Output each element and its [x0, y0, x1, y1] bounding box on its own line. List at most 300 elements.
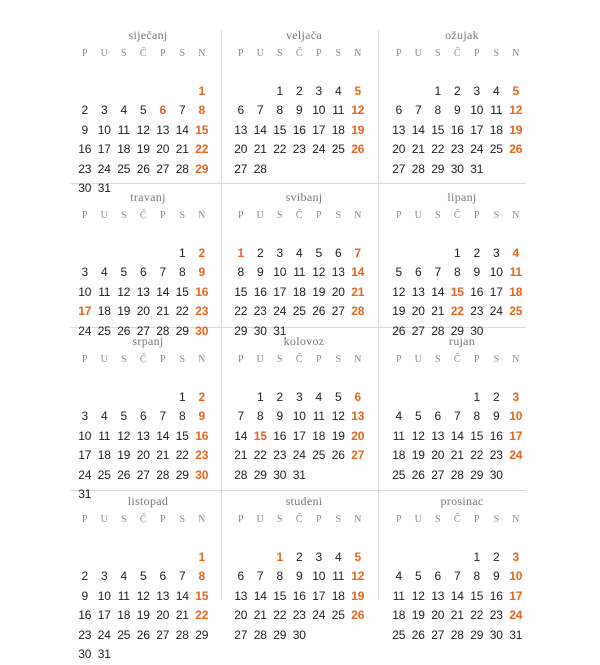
- day-cell[interactable]: 21: [450, 448, 464, 462]
- day-cell[interactable]: 19: [411, 608, 425, 622]
- day-cell[interactable]: 27: [156, 161, 170, 176]
- day-cell[interactable]: 1: [473, 549, 480, 564]
- day-cell[interactable]: 8: [179, 265, 186, 279]
- day-cell[interactable]: 15: [470, 428, 484, 443]
- day-cell[interactable]: 19: [312, 284, 326, 299]
- day-cell[interactable]: 18: [331, 122, 345, 137]
- day-cell[interactable]: 24: [97, 627, 111, 642]
- day-cell[interactable]: 26: [411, 627, 425, 642]
- day-cell[interactable]: 23: [489, 448, 503, 462]
- day-cell[interactable]: 29: [175, 467, 189, 482]
- day-cell[interactable]: 29: [175, 323, 189, 338]
- day-cell[interactable]: 30: [78, 181, 92, 195]
- day-cell[interactable]: 13: [431, 588, 445, 603]
- day-cell[interactable]: 18: [292, 284, 306, 299]
- day-cell[interactable]: 12: [312, 265, 326, 279]
- day-cell[interactable]: 29: [253, 467, 267, 482]
- day-cell[interactable]: 15: [234, 284, 248, 299]
- day-cell[interactable]: 15: [450, 284, 464, 299]
- day-cell[interactable]: 20: [351, 428, 365, 443]
- day-cell[interactable]: 4: [335, 549, 342, 564]
- day-cell[interactable]: 7: [354, 245, 361, 260]
- day-cell[interactable]: 7: [179, 569, 186, 583]
- day-cell[interactable]: 8: [276, 569, 283, 583]
- day-cell[interactable]: 7: [415, 103, 422, 117]
- day-cell[interactable]: 25: [509, 304, 523, 318]
- day-cell[interactable]: 25: [117, 161, 131, 176]
- day-cell[interactable]: 5: [315, 245, 322, 260]
- day-cell[interactable]: 7: [257, 569, 264, 583]
- day-cell[interactable]: 26: [136, 627, 150, 642]
- day-cell[interactable]: 6: [237, 103, 244, 117]
- day-cell[interactable]: 3: [473, 83, 480, 98]
- day-cell[interactable]: 13: [331, 265, 345, 279]
- day-cell[interactable]: 23: [470, 304, 484, 318]
- day-cell[interactable]: 5: [395, 265, 402, 279]
- day-cell[interactable]: 3: [81, 265, 88, 279]
- day-cell[interactable]: 18: [489, 122, 503, 137]
- day-cell[interactable]: 26: [509, 142, 523, 156]
- day-cell[interactable]: 16: [273, 428, 287, 443]
- day-cell[interactable]: 11: [332, 103, 345, 117]
- day-cell[interactable]: 8: [473, 569, 480, 583]
- day-cell[interactable]: 24: [470, 142, 484, 156]
- day-cell[interactable]: 20: [392, 142, 406, 156]
- day-cell[interactable]: 27: [411, 323, 425, 338]
- day-cell[interactable]: 11: [98, 428, 111, 443]
- day-cell[interactable]: 15: [273, 122, 287, 137]
- day-cell[interactable]: 8: [198, 569, 205, 583]
- day-cell[interactable]: 22: [175, 448, 189, 462]
- day-cell[interactable]: 13: [351, 409, 365, 423]
- day-cell[interactable]: 2: [198, 389, 205, 404]
- day-cell[interactable]: 27: [431, 467, 445, 482]
- day-cell[interactable]: 24: [97, 161, 111, 176]
- day-cell[interactable]: 14: [411, 122, 425, 137]
- day-cell[interactable]: 1: [257, 389, 264, 404]
- day-cell[interactable]: 30: [195, 467, 209, 482]
- day-cell[interactable]: 26: [331, 448, 345, 462]
- day-cell[interactable]: 25: [97, 467, 111, 482]
- day-cell[interactable]: 27: [331, 304, 345, 318]
- day-cell[interactable]: 24: [312, 608, 326, 622]
- day-cell[interactable]: 4: [120, 103, 127, 117]
- day-cell[interactable]: 11: [117, 588, 130, 603]
- day-cell[interactable]: 13: [234, 588, 248, 603]
- day-cell[interactable]: 23: [292, 142, 306, 156]
- day-cell[interactable]: 16: [195, 284, 209, 299]
- day-cell[interactable]: 20: [331, 284, 345, 299]
- day-cell[interactable]: 3: [512, 389, 519, 404]
- day-cell[interactable]: 30: [450, 161, 464, 176]
- day-cell[interactable]: 27: [136, 467, 150, 482]
- day-cell[interactable]: 14: [175, 588, 189, 603]
- day-cell[interactable]: 28: [156, 323, 170, 338]
- day-cell[interactable]: 21: [175, 142, 189, 156]
- day-cell[interactable]: 9: [493, 569, 500, 583]
- day-cell[interactable]: 4: [335, 83, 342, 98]
- day-cell[interactable]: 10: [78, 284, 92, 299]
- day-cell[interactable]: 30: [489, 627, 503, 642]
- day-cell[interactable]: 9: [81, 122, 88, 137]
- day-cell[interactable]: 8: [473, 409, 480, 423]
- day-cell[interactable]: 17: [97, 142, 111, 156]
- day-cell[interactable]: 23: [273, 448, 287, 462]
- day-cell[interactable]: 28: [253, 627, 267, 642]
- day-cell[interactable]: 13: [156, 122, 170, 137]
- day-cell[interactable]: 7: [159, 409, 166, 423]
- day-cell[interactable]: 19: [136, 608, 150, 622]
- day-cell[interactable]: 7: [179, 103, 186, 117]
- day-cell[interactable]: 12: [509, 103, 523, 117]
- day-cell[interactable]: 7: [257, 103, 264, 117]
- day-cell[interactable]: 6: [335, 245, 342, 260]
- day-cell[interactable]: 27: [136, 323, 150, 338]
- day-cell[interactable]: 21: [156, 448, 170, 462]
- day-cell[interactable]: 18: [97, 448, 111, 462]
- day-cell[interactable]: 24: [509, 608, 523, 622]
- day-cell[interactable]: 23: [292, 608, 306, 622]
- day-cell[interactable]: 24: [292, 448, 306, 462]
- day-cell[interactable]: 19: [411, 448, 425, 462]
- day-cell[interactable]: 2: [296, 83, 303, 98]
- day-cell[interactable]: 26: [117, 323, 131, 338]
- day-cell[interactable]: 14: [450, 588, 464, 603]
- day-cell[interactable]: 28: [156, 467, 170, 482]
- day-cell[interactable]: 15: [195, 122, 209, 137]
- day-cell[interactable]: 16: [489, 428, 503, 443]
- day-cell[interactable]: 17: [509, 428, 523, 443]
- day-cell[interactable]: 4: [296, 245, 303, 260]
- day-cell[interactable]: 6: [354, 389, 361, 404]
- day-cell[interactable]: 31: [509, 627, 523, 642]
- day-cell[interactable]: 26: [351, 142, 365, 156]
- day-cell[interactable]: 5: [140, 103, 147, 117]
- day-cell[interactable]: 31: [292, 467, 306, 482]
- day-cell[interactable]: 18: [117, 608, 131, 622]
- day-cell[interactable]: 4: [395, 569, 402, 583]
- day-cell[interactable]: 7: [454, 569, 461, 583]
- day-cell[interactable]: 5: [335, 389, 342, 404]
- day-cell[interactable]: 5: [415, 569, 422, 583]
- day-cell[interactable]: 11: [392, 588, 405, 603]
- day-cell[interactable]: 7: [237, 409, 244, 423]
- day-cell[interactable]: 31: [78, 487, 92, 501]
- day-cell[interactable]: 22: [195, 608, 209, 622]
- day-cell[interactable]: 9: [81, 588, 88, 603]
- day-cell[interactable]: 15: [253, 428, 267, 443]
- day-cell[interactable]: 21: [253, 608, 267, 622]
- day-cell[interactable]: 15: [175, 428, 189, 443]
- day-cell[interactable]: 4: [315, 389, 322, 404]
- day-cell[interactable]: 12: [117, 284, 131, 299]
- day-cell[interactable]: 11: [312, 409, 325, 423]
- day-cell[interactable]: 21: [411, 142, 425, 156]
- day-cell[interactable]: 11: [98, 284, 111, 299]
- day-cell[interactable]: 29: [470, 467, 484, 482]
- day-cell[interactable]: 30: [489, 467, 503, 482]
- day-cell[interactable]: 9: [257, 265, 264, 279]
- day-cell[interactable]: 4: [101, 409, 108, 423]
- day-cell[interactable]: 30: [253, 323, 267, 338]
- day-cell[interactable]: 4: [395, 409, 402, 423]
- day-cell[interactable]: 24: [78, 323, 92, 338]
- day-cell[interactable]: 24: [489, 304, 503, 318]
- day-cell[interactable]: 1: [276, 83, 283, 98]
- day-cell[interactable]: 3: [276, 245, 283, 260]
- day-cell[interactable]: 16: [78, 142, 92, 156]
- day-cell[interactable]: 19: [509, 122, 523, 137]
- day-cell[interactable]: 9: [198, 265, 205, 279]
- day-cell[interactable]: 21: [234, 448, 248, 462]
- day-cell[interactable]: 19: [392, 304, 406, 318]
- day-cell[interactable]: 22: [431, 142, 445, 156]
- day-cell[interactable]: 11: [332, 569, 345, 583]
- day-cell[interactable]: 25: [292, 304, 306, 318]
- day-cell[interactable]: 1: [237, 245, 244, 260]
- day-cell[interactable]: 23: [450, 142, 464, 156]
- day-cell[interactable]: 14: [253, 122, 267, 137]
- day-cell[interactable]: 17: [470, 122, 484, 137]
- day-cell[interactable]: 25: [392, 627, 406, 642]
- day-cell[interactable]: 13: [234, 122, 248, 137]
- day-cell[interactable]: 31: [470, 161, 484, 176]
- day-cell[interactable]: 15: [470, 588, 484, 603]
- day-cell[interactable]: 1: [198, 83, 205, 98]
- day-cell[interactable]: 2: [257, 245, 264, 260]
- day-cell[interactable]: 21: [253, 142, 267, 156]
- day-cell[interactable]: 11: [117, 122, 130, 137]
- day-cell[interactable]: 23: [195, 304, 209, 318]
- day-cell[interactable]: 22: [253, 448, 267, 462]
- day-cell[interactable]: 27: [392, 161, 406, 176]
- day-cell[interactable]: 19: [351, 122, 365, 137]
- day-cell[interactable]: 9: [493, 409, 500, 423]
- day-cell[interactable]: 1: [473, 389, 480, 404]
- day-cell[interactable]: 17: [312, 122, 326, 137]
- day-cell[interactable]: 26: [312, 304, 326, 318]
- day-cell[interactable]: 10: [312, 103, 326, 117]
- day-cell[interactable]: 10: [97, 588, 111, 603]
- day-cell[interactable]: 20: [234, 608, 248, 622]
- day-cell[interactable]: 3: [101, 569, 108, 583]
- day-cell[interactable]: 20: [136, 448, 150, 462]
- day-cell[interactable]: 3: [315, 549, 322, 564]
- day-cell[interactable]: 28: [175, 161, 189, 176]
- day-cell[interactable]: 6: [159, 103, 166, 117]
- day-cell[interactable]: 15: [175, 284, 189, 299]
- day-cell[interactable]: 29: [273, 627, 287, 642]
- day-cell[interactable]: 5: [354, 549, 361, 564]
- day-cell[interactable]: 10: [509, 409, 523, 423]
- day-cell[interactable]: 28: [351, 304, 365, 318]
- day-cell[interactable]: 30: [292, 627, 306, 642]
- day-cell[interactable]: 16: [78, 608, 92, 622]
- day-cell[interactable]: 18: [117, 142, 131, 156]
- day-cell[interactable]: 29: [195, 161, 209, 176]
- day-cell[interactable]: 17: [292, 428, 306, 443]
- day-cell[interactable]: 23: [253, 304, 267, 318]
- day-cell[interactable]: 15: [273, 588, 287, 603]
- day-cell[interactable]: 31: [273, 323, 287, 338]
- day-cell[interactable]: 29: [195, 627, 209, 642]
- day-cell[interactable]: 16: [292, 122, 306, 137]
- day-cell[interactable]: 10: [292, 409, 306, 423]
- day-cell[interactable]: 12: [411, 588, 425, 603]
- day-cell[interactable]: 21: [351, 284, 365, 299]
- day-cell[interactable]: 22: [234, 304, 248, 318]
- day-cell[interactable]: 26: [392, 323, 406, 338]
- day-cell[interactable]: 16: [292, 588, 306, 603]
- day-cell[interactable]: 26: [411, 467, 425, 482]
- day-cell[interactable]: 25: [331, 608, 345, 622]
- day-cell[interactable]: 18: [392, 608, 406, 622]
- day-cell[interactable]: 11: [392, 428, 405, 443]
- day-cell[interactable]: 14: [156, 284, 170, 299]
- day-cell[interactable]: 28: [411, 161, 425, 176]
- day-cell[interactable]: 17: [273, 284, 287, 299]
- day-cell[interactable]: 26: [117, 467, 131, 482]
- day-cell[interactable]: 7: [434, 265, 441, 279]
- day-cell[interactable]: 19: [331, 428, 345, 443]
- day-cell[interactable]: 24: [273, 304, 287, 318]
- day-cell[interactable]: 6: [434, 569, 441, 583]
- day-cell[interactable]: 3: [512, 549, 519, 564]
- day-cell[interactable]: 27: [156, 627, 170, 642]
- day-cell[interactable]: 12: [351, 103, 365, 117]
- day-cell[interactable]: 2: [296, 549, 303, 564]
- day-cell[interactable]: 19: [351, 588, 365, 603]
- day-cell[interactable]: 27: [234, 627, 248, 642]
- day-cell[interactable]: 31: [97, 181, 111, 195]
- day-cell[interactable]: 21: [156, 304, 170, 318]
- day-cell[interactable]: 4: [120, 569, 127, 583]
- day-cell[interactable]: 18: [331, 588, 345, 603]
- day-cell[interactable]: 29: [450, 323, 464, 338]
- day-cell[interactable]: 5: [140, 569, 147, 583]
- day-cell[interactable]: 28: [450, 467, 464, 482]
- day-cell[interactable]: 22: [470, 608, 484, 622]
- day-cell[interactable]: 17: [312, 588, 326, 603]
- day-cell[interactable]: 21: [431, 304, 445, 318]
- day-cell[interactable]: 4: [101, 265, 108, 279]
- day-cell[interactable]: 14: [351, 265, 365, 279]
- day-cell[interactable]: 31: [97, 647, 111, 661]
- day-cell[interactable]: 3: [296, 389, 303, 404]
- day-cell[interactable]: 23: [195, 448, 209, 462]
- day-cell[interactable]: 12: [136, 588, 150, 603]
- day-cell[interactable]: 6: [434, 409, 441, 423]
- day-cell[interactable]: 18: [509, 284, 523, 299]
- day-cell[interactable]: 5: [120, 409, 127, 423]
- day-cell[interactable]: 2: [81, 569, 88, 583]
- day-cell[interactable]: 14: [253, 588, 267, 603]
- day-cell[interactable]: 10: [78, 428, 92, 443]
- day-cell[interactable]: 6: [395, 103, 402, 117]
- day-cell[interactable]: 18: [312, 428, 326, 443]
- day-cell[interactable]: 28: [253, 161, 267, 176]
- day-cell[interactable]: 22: [273, 608, 287, 622]
- day-cell[interactable]: 13: [136, 284, 150, 299]
- day-cell[interactable]: 6: [159, 569, 166, 583]
- day-cell[interactable]: 1: [454, 245, 461, 260]
- day-cell[interactable]: 13: [431, 428, 445, 443]
- day-cell[interactable]: 13: [392, 122, 406, 137]
- day-cell[interactable]: 8: [454, 265, 461, 279]
- day-cell[interactable]: 20: [136, 304, 150, 318]
- day-cell[interactable]: 28: [450, 627, 464, 642]
- day-cell[interactable]: 26: [351, 608, 365, 622]
- day-cell[interactable]: 12: [117, 428, 131, 443]
- day-cell[interactable]: 16: [470, 284, 484, 299]
- day-cell[interactable]: 10: [97, 122, 111, 137]
- day-cell[interactable]: 28: [175, 627, 189, 642]
- day-cell[interactable]: 1: [179, 389, 186, 404]
- day-cell[interactable]: 30: [78, 647, 92, 661]
- day-cell[interactable]: 28: [431, 323, 445, 338]
- day-cell[interactable]: 2: [81, 103, 88, 117]
- day-cell[interactable]: 30: [273, 467, 287, 482]
- day-cell[interactable]: 20: [431, 608, 445, 622]
- day-cell[interactable]: 7: [159, 265, 166, 279]
- day-cell[interactable]: 2: [473, 245, 480, 260]
- day-cell[interactable]: 27: [234, 161, 248, 176]
- day-cell[interactable]: 2: [276, 389, 283, 404]
- day-cell[interactable]: 3: [81, 409, 88, 423]
- day-cell[interactable]: 26: [136, 161, 150, 176]
- day-cell[interactable]: 25: [117, 627, 131, 642]
- day-cell[interactable]: 2: [493, 389, 500, 404]
- day-cell[interactable]: 20: [234, 142, 248, 156]
- day-cell[interactable]: 9: [296, 103, 303, 117]
- day-cell[interactable]: 12: [136, 122, 150, 137]
- day-cell[interactable]: 23: [78, 627, 92, 642]
- day-cell[interactable]: 15: [431, 122, 445, 137]
- day-cell[interactable]: 3: [101, 103, 108, 117]
- day-cell[interactable]: 8: [237, 265, 244, 279]
- day-cell[interactable]: 29: [431, 161, 445, 176]
- day-cell[interactable]: 4: [512, 245, 519, 260]
- day-cell[interactable]: 22: [175, 304, 189, 318]
- day-cell[interactable]: 12: [392, 284, 406, 299]
- day-cell[interactable]: 20: [411, 304, 425, 318]
- day-cell[interactable]: 21: [175, 608, 189, 622]
- day-cell[interactable]: 25: [331, 142, 345, 156]
- day-cell[interactable]: 14: [175, 122, 189, 137]
- day-cell[interactable]: 22: [273, 142, 287, 156]
- day-cell[interactable]: 16: [489, 588, 503, 603]
- day-cell[interactable]: 17: [78, 448, 92, 462]
- day-cell[interactable]: 5: [354, 83, 361, 98]
- day-cell[interactable]: 17: [509, 588, 523, 603]
- day-cell[interactable]: 22: [450, 304, 464, 318]
- day-cell[interactable]: 25: [312, 448, 326, 462]
- day-cell[interactable]: 22: [195, 142, 209, 156]
- day-cell[interactable]: 30: [195, 323, 209, 338]
- day-cell[interactable]: 13: [156, 588, 170, 603]
- day-cell[interactable]: 1: [179, 245, 186, 260]
- day-cell[interactable]: 14: [431, 284, 445, 299]
- day-cell[interactable]: 1: [434, 83, 441, 98]
- day-cell[interactable]: 8: [257, 409, 264, 423]
- day-cell[interactable]: 17: [489, 284, 503, 299]
- day-cell[interactable]: 9: [198, 409, 205, 423]
- day-cell[interactable]: 6: [140, 265, 147, 279]
- day-cell[interactable]: 27: [351, 448, 365, 462]
- day-cell[interactable]: 14: [450, 428, 464, 443]
- day-cell[interactable]: 12: [331, 409, 345, 423]
- day-cell[interactable]: 9: [454, 103, 461, 117]
